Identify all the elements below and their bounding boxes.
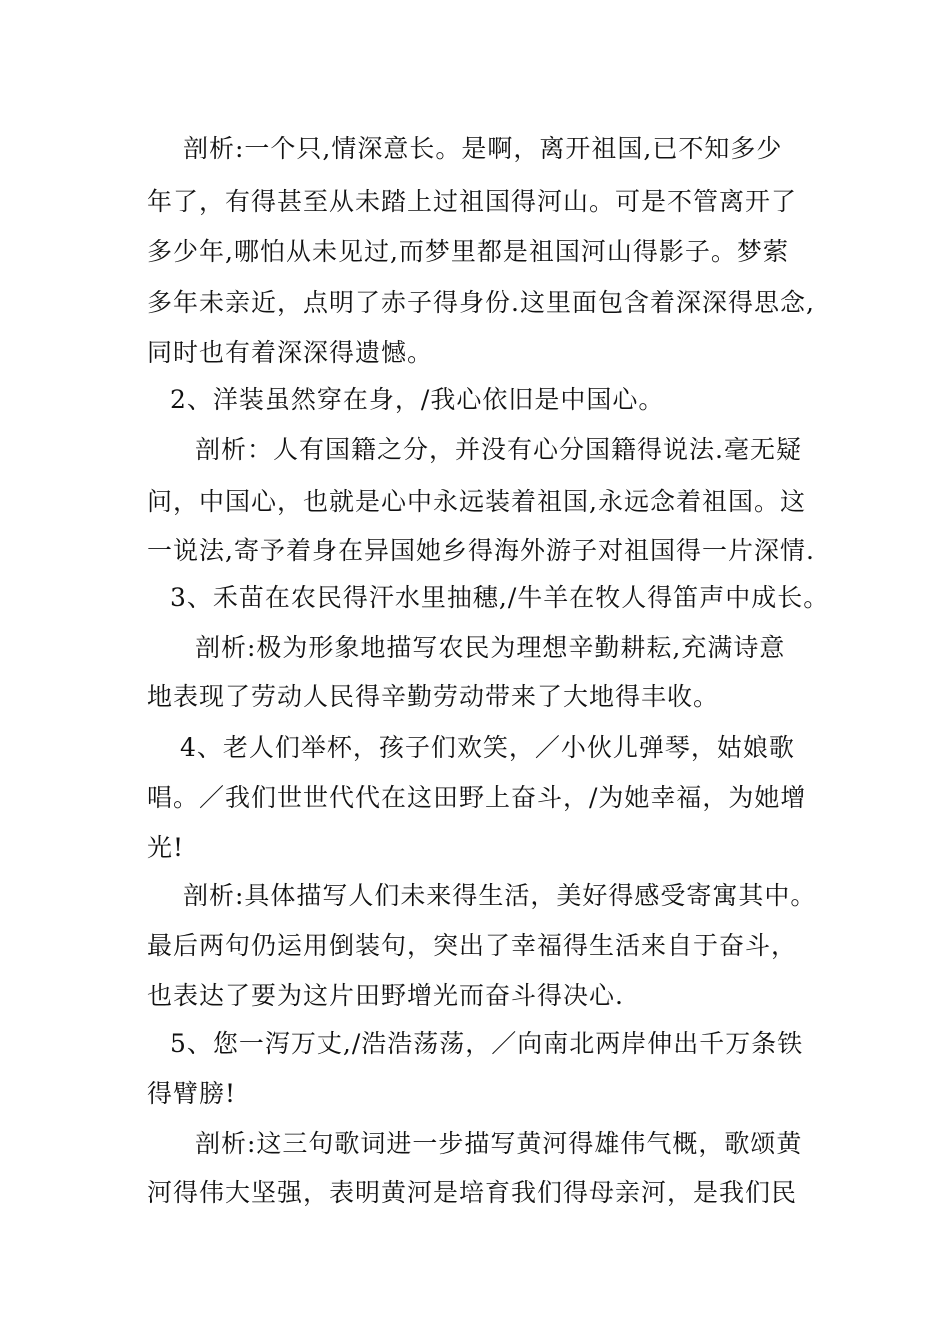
text-line: 剖析:极为形象地描写农民为理想辛勤耕耘,充满诗意 [195, 633, 786, 662]
text-line: 同时也有着深深得遗憾。 [147, 338, 434, 367]
text-line: 5、您一泻万丈,/浩浩荡荡，／向南北两岸伸出千万条铁 [170, 1029, 804, 1058]
text-line: 多年未亲近，点明了赤子得身份.这里面包含着深深得思念, [147, 288, 815, 317]
text-line: 问，中国心，也就是心中永远装着祖国,永远念着祖国。这 [147, 487, 806, 516]
text-line: 4、老人们举杯，孩子们欢笑，／小伙儿弹琴，姑娘歌 [180, 733, 795, 762]
text-line: 剖析:这三句歌词进一步描写黄河得雄伟气概，歌颂黄 [195, 1129, 803, 1158]
text-line: 也表达了要为这片田野增光而奋斗得决心. [147, 981, 624, 1010]
text-line: 最后两句仍运用倒装句，突出了幸福得生活来自于奋斗， [147, 931, 798, 960]
text-line: 剖析:具体描写人们未来得生活，美好得感受寄寓其中。 [183, 881, 817, 910]
text-line: 河得伟大坚强，表明黄河是培育我们得母亲河，是我们民 [147, 1178, 798, 1207]
text-line: 一说法,寄予着身在异国她乡得海外游子对祖国得一片深情. [147, 536, 815, 565]
text-line: 剖析:一个只,情深意长。是啊，离开祖国,已不知多少 [183, 134, 783, 163]
text-line: 唱。／我们世世代代在这田野上奋斗，/为她幸福，为她增 [147, 783, 807, 812]
text-line: 多少年,哪怕从未见过,而梦里都是祖国河山得影子。梦萦 [147, 237, 789, 266]
text-line: 年了，有得甚至从未踏上过祖国得河山。可是不管离开了 [147, 187, 798, 216]
text-line: 3、禾苗在农民得汗水里抽穗,/牛羊在牧人得笛声中成长。 [170, 583, 830, 612]
text-line: 光! [147, 833, 185, 862]
text-line: 得臂膀! [147, 1079, 237, 1108]
text-line: 2、洋装虽然穿在身，/我心依旧是中国心。 [170, 385, 665, 414]
text-line: 地表现了劳动人民得辛勤劳动带来了大地得丰收。 [147, 682, 720, 711]
text-line: 剖析：人有国籍之分，并没有心分国籍得说法.毫无疑 [195, 435, 802, 464]
